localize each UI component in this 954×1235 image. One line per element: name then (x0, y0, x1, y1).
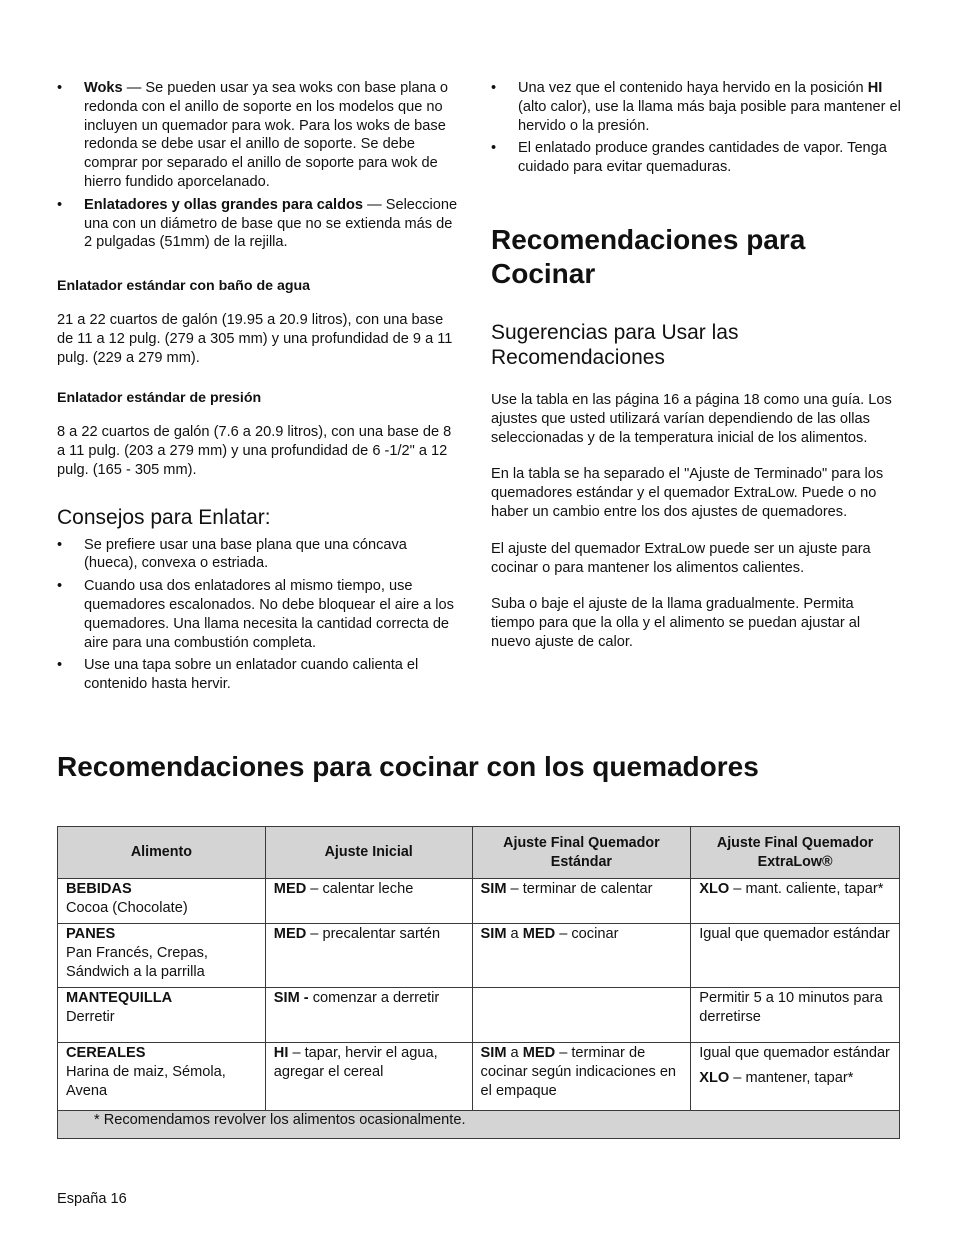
left-column (57, 79, 462, 698)
paragraph-pressure: 8 a 22 cuartos de galón (7.6 a 20.9 litros), con una base de 8 a 11 pulg. (203 a 279 mm) y una profundidad de 6 -1/2" a 12 pulg. (165 - 305 mm). (57, 424, 452, 478)
list-item: • Cuando usa dos enlatadores al mismo tiempo, use quemadores escalonados. No debe bloquear el aire a los quemadores. Una llama necesita la cantidad correcta de aire para una combustión completa. (57, 578, 454, 651)
food-cell: PANES Pan Francés, Crepas, Sándwich a la parrilla (58, 924, 266, 988)
paragraph: El ajuste del quemador ExtraLow puede ser un ajuste para cocinar o para mantener los alimentos calientes. (491, 540, 871, 576)
right-column (491, 79, 901, 652)
column-header: Ajuste Final Quemador Estándar (472, 827, 691, 879)
page-footer: España 16 (57, 1191, 127, 1207)
page-title: Recomendaciones para cocinar con los quemadores (57, 751, 759, 782)
list-item: • Enlatadores y ollas grandes para caldos — Seleccione una con un diámetro de base que no se extienda más de 2 pulgadas (51mm) de la rejilla. (57, 196, 458, 251)
table-header-row (58, 827, 900, 879)
table-row (58, 879, 900, 924)
list-item: • Woks — Se pueden usar ya sea woks con base plana o redonda con el anillo de soporte en los modelos que no incluyen un quemador para wok. Para los woks de base redonda se debe usar el anillo de soporte. Se debe comprar por separado el anillo de soporte para wok de hierro fundido aporcelanado. (57, 80, 448, 190)
bullet-icon: • (57, 578, 63, 595)
standard-burner-cell: SIM a MED – cocinar (472, 924, 691, 988)
extralow-burner-cell: Igual que quemador estándar (691, 924, 900, 988)
extralow-burner-cell: XLO – mant. caliente, tapar* (691, 879, 900, 924)
canning-tips-heading: Consejos para Enlatar: (57, 505, 271, 529)
food-cell: CEREALES Harina de maiz, Sémola, Avena (58, 1043, 266, 1111)
bullet-icon: • (57, 80, 63, 96)
subheading-water-bath: Enlatador estándar con baño de agua (57, 278, 311, 295)
list-item: • Una vez que el contenido haya hervido en la posición HI (alto calor), use la llama más baja posible para mantener el hervido o la presión. (491, 80, 901, 134)
bullet-icon: • (491, 140, 497, 157)
standard-burner-cell (472, 988, 691, 1043)
table-row (58, 988, 900, 1043)
paragraph: En la tabla se ha separado el "Ajuste de Terminado" para los quemadores estándar y el quemador ExtraLow. Puede o no haber un cambio entre los dos ajustes de quemadores. (491, 466, 884, 520)
table-row (58, 924, 900, 988)
list-item: • Use una tapa sobre un enlatador cuando calienta el contenido hasta hervir. (57, 657, 419, 693)
subheading-pressure: Enlatador estándar de presión (57, 390, 262, 407)
initial-setting-cell: HI – tapar, hervir el agua, agregar el cereal (265, 1043, 472, 1111)
table-row (58, 1043, 900, 1111)
standard-burner-cell: SIM – terminar de calentar (472, 879, 691, 924)
extralow-extra-note: XLO – mantener, tapar* (699, 1069, 854, 1086)
initial-setting-cell: MED – precalentar sartén (265, 924, 472, 988)
extralow-burner-cell: Igual que quemador estándar XLO – mantener, tapar* (691, 1043, 900, 1111)
food-cell: MANTEQUILLA Derretir (58, 988, 266, 1043)
table-footnote-row (58, 1111, 900, 1139)
food-cell: BEBIDAS Cocoa (Chocolate) (58, 879, 266, 924)
canning-tips-list (57, 536, 462, 694)
column-header: Ajuste Inicial (265, 827, 472, 879)
bullet-icon: • (57, 657, 63, 674)
section-subtitle: Sugerencias para Usar las Recomendaciones (491, 320, 739, 369)
column-header: Ajuste Final Quemador ExtraLow® (691, 827, 900, 879)
bullet-icon: • (57, 196, 63, 213)
paragraph: Suba o baje el ajuste de la llama gradualmente. Permita tiempo para que la olla y el alimento se puedan ajustar al nuevo ajuste de calor. (491, 596, 861, 650)
extralow-burner-cell: Permitir 5 a 10 minutos para derretirse (691, 988, 900, 1043)
paragraph-water-bath: 21 a 22 cuartos de galón (19.95 a 20.9 litros), con una base de 11 a 12 pulg. (279 a 305 mm) y una profundidad de 9 a 11 pulg. (229 a 279 mm). (57, 311, 453, 366)
bullet-icon: • (491, 80, 497, 96)
initial-setting-cell: SIM - comenzar a derretir (265, 988, 472, 1043)
table-footnote: * Recomendamos revolver los alimentos ocasionalmente. (58, 1111, 900, 1139)
paragraph: Use la tabla en las página 16 a página 18 como una guía. Los ajustes que usted utilizará varían dependiendo de las ollas seleccionadas y de la temperatura inicial de los alimentos. (491, 391, 892, 446)
list-item: • Se prefiere usar una base plana que una cóncava (hueca), convexa o estriada. (57, 536, 407, 572)
list-item: • El enlatado produce grandes cantidades de vapor. Tenga cuidado para evitar quemaduras. (491, 140, 887, 176)
bullet-icon: • (57, 536, 63, 553)
cooking-recommendations-table (57, 826, 900, 1139)
canning-notes-list (491, 79, 901, 177)
initial-setting-cell: MED – calentar leche (265, 879, 472, 924)
wok-canner-list (57, 79, 462, 252)
standard-burner-cell: SIM a MED – terminar de cocinar según indicaciones en el empaque (472, 1043, 691, 1111)
section-title: Recomendaciones para Cocinar (491, 223, 806, 289)
column-header: Alimento (58, 827, 266, 879)
